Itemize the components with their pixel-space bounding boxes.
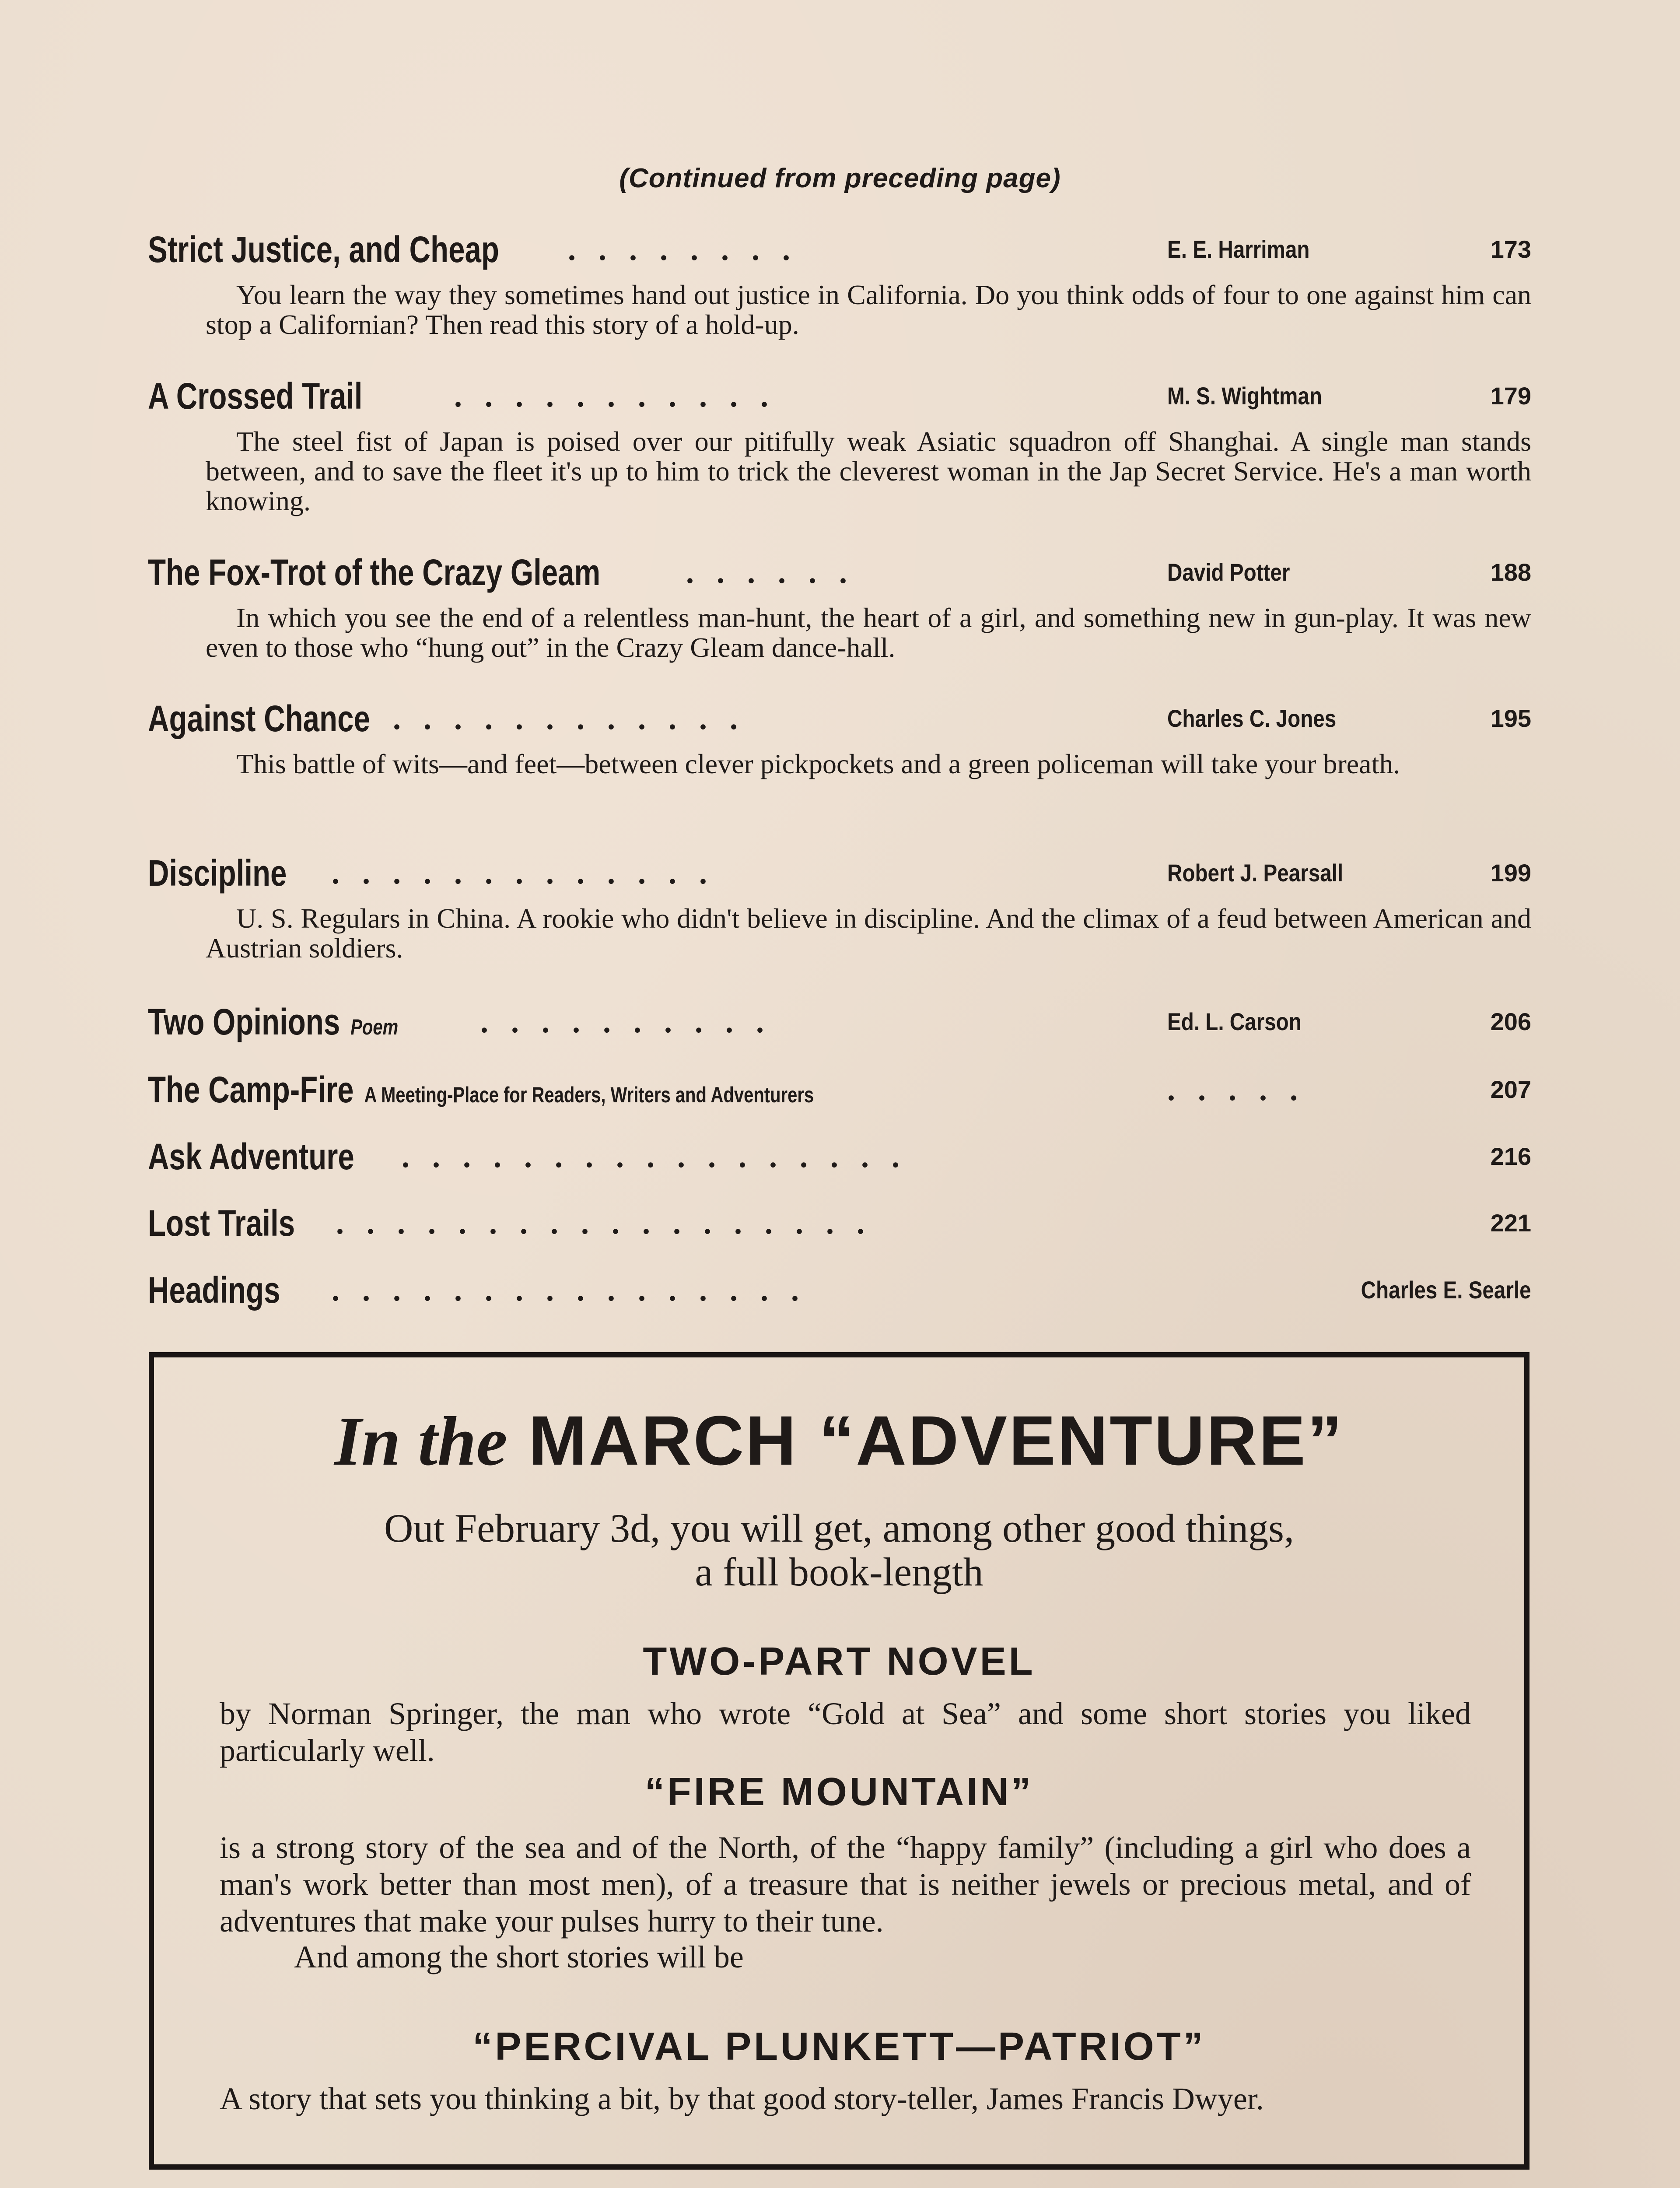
next-issue-announcement	[149, 1352, 1530, 2170]
toc-author: David Potter	[1167, 558, 1290, 586]
ad-paragraph: And among the short stories will be	[294, 1939, 744, 1974]
toc-page-number: 195	[1490, 705, 1531, 732]
leader-dots: ................	[332, 1273, 822, 1308]
ad-heading-percival: “PERCIVAL PLUNKETT—PATRIOT”	[472, 2025, 1206, 2069]
toc-title: Headings	[148, 1269, 280, 1311]
toc-title	[148, 1068, 814, 1117]
leader-dots: ............	[393, 701, 760, 736]
ad-intro-line-1: Out February 3d, you will get, among other good things,	[384, 1506, 1294, 1550]
toc-subtitle: Poem	[350, 1015, 399, 1039]
toc-entry	[148, 228, 1531, 271]
ad-heading-fire-mountain: “FIRE MOUNTAIN”	[644, 1770, 1034, 1814]
toc-description: The steel fist of Japan is poised over our pitifully weak Asiatic squadron off Shanghai. A single man stands between, and to save the fleet it's up to him to trick the cleverest woman in the Jap Secret Service. He's a man worth knowing.	[206, 426, 1531, 516]
toc-author: Robert J. Pearsall	[1167, 859, 1344, 887]
ad-paragraph: is a strong story of the sea and of the North, of the “happy family” (including a girl who does a man's work better than most men), of a treasure that is neither jewels or precious metal, and of adventures that make your pulses hurry to their tune.	[220, 1830, 1471, 1939]
ad-paragraph: A story that sets you thinking a bit, by that good story-teller, James Francis Dwyer.	[220, 2081, 1264, 2116]
toc-entry	[148, 851, 1531, 895]
toc-description: In which you see the end of a relentless man-hunt, the heart of a girl, and something new in gun-play. It was new even to those who “hung out” in the Crazy Gleam dance-hall.	[206, 602, 1531, 663]
toc-title: A Crossed Trail	[148, 375, 363, 417]
toc-title	[148, 1000, 398, 1049]
leader-dots: ..................	[336, 1206, 887, 1241]
toc-entry	[148, 1201, 1531, 1245]
leader-dots: .....	[1167, 1072, 1320, 1107]
toc-title-text: The Camp-Fire	[148, 1069, 354, 1110]
toc-page-number: 173	[1490, 235, 1531, 263]
toc-entry	[148, 1000, 1531, 1044]
toc-description: You learn the way they sometimes hand out justice in California. Do you think odds of four to one against him can stop a Californian? Then read this story of a hold-up.	[206, 279, 1531, 340]
toc-entry	[148, 1268, 1531, 1312]
ad-title-lead: In the	[334, 1402, 508, 1480]
toc-title: Ask Adventure	[148, 1136, 354, 1177]
leader-dots: .................	[402, 1139, 922, 1174]
toc-author: M. S. Wightman	[1167, 382, 1322, 410]
toc-author: Charles C. Jones	[1167, 705, 1337, 732]
toc-entry	[148, 374, 1531, 418]
toc-title-text: Two Opinions	[148, 1001, 340, 1042]
toc-description: U. S. Regulars in China. A rookie who didn't believe in discipline. And the climax of a feud between American and Austrian soldiers.	[206, 903, 1531, 964]
toc-author: Ed. L. Carson	[1167, 1008, 1302, 1035]
ad-title	[154, 1401, 1524, 1480]
toc-entry	[148, 551, 1531, 594]
leader-dots: ...........	[454, 379, 791, 414]
ad-heading-novel: TWO-PART NOVEL	[643, 1640, 1036, 1683]
toc-page-number: 221	[1490, 1209, 1531, 1237]
toc-page-number: 199	[1490, 859, 1531, 887]
toc-title: Discipline	[148, 852, 287, 894]
toc-subtitle: A Meeting-Place for Readers, Writers and Adventurers	[364, 1083, 814, 1107]
toc-entry	[148, 697, 1531, 740]
toc-author: E. E. Harriman	[1167, 235, 1310, 263]
continued-note: (Continued from preceding page)	[619, 163, 1061, 193]
ad-title-main: MARCH “ADVENTURE”	[528, 1401, 1344, 1480]
leader-dots: .............	[332, 856, 730, 891]
toc-title: The Fox-Trot of the Crazy Gleam	[148, 552, 601, 593]
ad-paragraph: by Norman Springer, the man who wrote “Gold at Sea” and some short stories you liked particularly well.	[220, 1696, 1471, 1768]
leader-dots: ..........	[480, 1004, 787, 1039]
toc-page-number: 216	[1490, 1143, 1531, 1170]
toc-author: Charles E. Searle	[1361, 1276, 1531, 1304]
toc-page-number: 206	[1490, 1008, 1531, 1035]
toc-entry	[148, 1135, 1531, 1178]
toc-title: Lost Trails	[148, 1203, 295, 1244]
toc-page-number: 207	[1490, 1076, 1531, 1103]
toc-page-number: 188	[1490, 558, 1531, 586]
toc-title: Strict Justice, and Cheap	[148, 229, 499, 270]
toc-entry	[148, 1068, 1531, 1112]
toc-page-number: 179	[1490, 382, 1531, 410]
toc-title: Against Chance	[148, 698, 370, 739]
ad-intro-line-2: a full book-length	[695, 1550, 984, 1594]
toc-description: This battle of wits—and feet—between clever pickpockets and a green policeman will take your breath.	[236, 748, 1400, 779]
leader-dots: ......	[686, 555, 870, 590]
leader-dots: ........	[568, 232, 813, 267]
